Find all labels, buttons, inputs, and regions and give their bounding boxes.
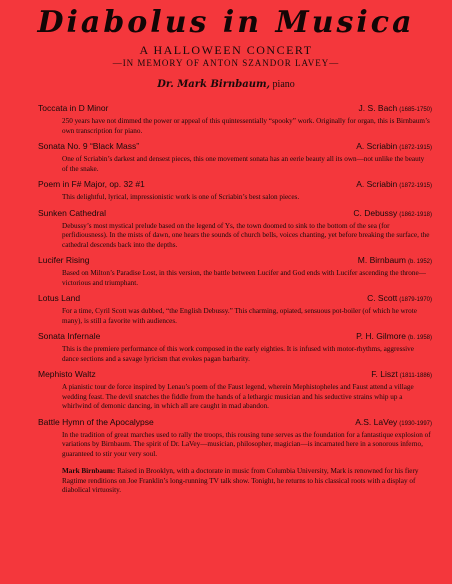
piece-description: A pianistic tour de force inspired by Lenau’s poem of the Faust legend, wherein Mephistopheles and Faust attend a village wedding feast. The devil snatches the fiddle from the hands of a lethargic musician and his seductive strains whip up a whirlwind of demonic dancing, in which all are caught in mad abandon. <box>62 383 414 410</box>
program-item-header <box>38 103 432 116</box>
piece-title: Sunken Cathedral <box>38 207 107 218</box>
composer-block <box>358 255 432 268</box>
program-item <box>38 369 432 412</box>
program-item-header <box>38 417 432 430</box>
program-item-header <box>38 255 432 268</box>
program-item <box>38 331 432 364</box>
concert-subtitle: A HALLOWEEN CONCERT <box>139 43 313 57</box>
composer-dates: (1685-1750) <box>399 107 432 113</box>
piece-description: Debussy’s most mystical prelude based on the legend of Ys, the town doomed to sink to the bottom of the sea (for perfidiousness). In the mists of dawn, one hears the sounds of church bells, voices chanting, yet before breaking the surface, the cathedral descends back into the depths. <box>62 221 430 249</box>
composer-block <box>355 417 432 430</box>
composer-name: C. Debussy <box>353 207 398 218</box>
composer-name: J. S. Bach <box>358 103 398 113</box>
program-list <box>38 103 432 459</box>
piece-title: Sonata Infernale <box>38 331 101 341</box>
piece-description: For a time, Cyril Scott was dubbed, “the English Debussy.” This charming, opiated, sensuous pot-boiler (of which he wrote many), is still a favorite with audiences. <box>62 307 417 325</box>
piece-title: Mephisto Waltz <box>38 369 96 379</box>
program-item-header <box>38 208 432 221</box>
piece-title: Sonata No. 9 “Black Mass” <box>38 141 140 151</box>
composer-dates: (1872-1915) <box>399 183 432 189</box>
composer-name: M. Birnbaum <box>357 255 406 265</box>
composer-name: A.S. LaVey <box>355 416 398 427</box>
piece-description: In the tradition of great marches used to rally the troops, this rousing tune serves as the foundation for a fantastique explosion of variations by Birnbaum. The spirit of Dr. LaVey—musician, philosopher, magician—is incarnated here in a sonorous inferno, guaranteed to stir your very soul. <box>62 430 431 458</box>
composer-dates: (1811-1886) <box>399 373 432 379</box>
performer-instrument: piano <box>270 79 295 90</box>
composer-block <box>371 369 432 382</box>
concert-title: Diabolus in Musica <box>37 5 415 40</box>
program-item <box>38 255 432 288</box>
program-item <box>38 103 432 136</box>
piece-description: Based on Milton’s Paradise Lost, in this version, the battle between Lucifer and God ends with Lucifer ascending the throne—victorious and triumphant. <box>62 269 426 287</box>
composer-dates: (1872-1915) <box>399 145 432 151</box>
composer-block <box>359 103 432 116</box>
piece-title: Poem in F# Major, op. 32 #1 <box>38 179 145 189</box>
composer-block <box>367 293 432 306</box>
composer-name: A. Scriabin <box>356 141 398 151</box>
program-item-header <box>38 141 432 154</box>
performer-bio <box>62 467 432 496</box>
composer-dates: (b. 1952) <box>407 259 432 265</box>
bio-text: Raised in Brooklyn, with a doctorate in music from Columbia University, Mark is renowned for his fiery Ragtime renditions on Joe Franklin’s long-running TV talk show. Tonight, he returns to his classical roots with a display of diabolical virtuosity. <box>62 467 419 494</box>
composer-name: C. Scott <box>367 293 398 303</box>
program-item-header <box>38 331 432 344</box>
composer-block <box>356 331 432 344</box>
performer-name: Dr. Mark Birnbaum, <box>157 79 271 90</box>
program-item <box>38 141 432 174</box>
memorial-line: —IN MEMORY OF ANTON SZANDOR LAVEY— <box>112 58 340 68</box>
piece-title: Toccata in D Minor <box>38 103 109 113</box>
composer-dates: (b. 1958) <box>407 335 432 341</box>
piece-title: Battle Hymn of the Apocalypse <box>38 416 154 427</box>
piece-title: Lotus Land <box>38 293 81 303</box>
composer-dates: (1862-1918) <box>399 211 432 218</box>
performer-line <box>20 79 432 91</box>
composer-block <box>356 141 432 154</box>
program-item <box>38 208 432 251</box>
program-item-header <box>38 293 432 306</box>
piece-description: 250 years have not dimmed the power or appeal of this quintessentially “spooky” work. Originally for organ, this is Birnbaum’s own transcription for piano. <box>62 117 430 135</box>
piece-description: This delightful, lyrical, impressionistic work is one of Scriabin’s best salon pieces. <box>62 193 300 201</box>
composer-name: F. Liszt <box>371 369 398 379</box>
program-item <box>38 179 432 203</box>
program-item-header <box>38 179 432 192</box>
bio-name: Mark Birnbaum: <box>62 467 116 475</box>
composer-dates: (1930-1997) <box>399 420 432 427</box>
composer-dates: (1879-1970) <box>399 297 432 303</box>
program-item-header <box>38 369 432 382</box>
program-item <box>38 293 432 326</box>
piece-description: This is the premiere performance of this work composed in the early eighties. It is infused with motor-rhythms, aggressive dance sections and a savage lyricism that evokes pagan barbarity. <box>62 345 414 363</box>
composer-block <box>356 179 432 192</box>
composer-block <box>353 208 432 221</box>
piece-description: One of Scriabin’s darkest and densest pieces, this one movement sonata has an eerie beauty all its own—not unlike the beauty of the snake. <box>62 155 425 173</box>
composer-name: A. Scriabin <box>356 179 398 189</box>
composer-name: P. H. Gilmore <box>356 331 406 341</box>
piece-title: Lucifer Rising <box>38 255 90 265</box>
program-item <box>38 417 432 460</box>
